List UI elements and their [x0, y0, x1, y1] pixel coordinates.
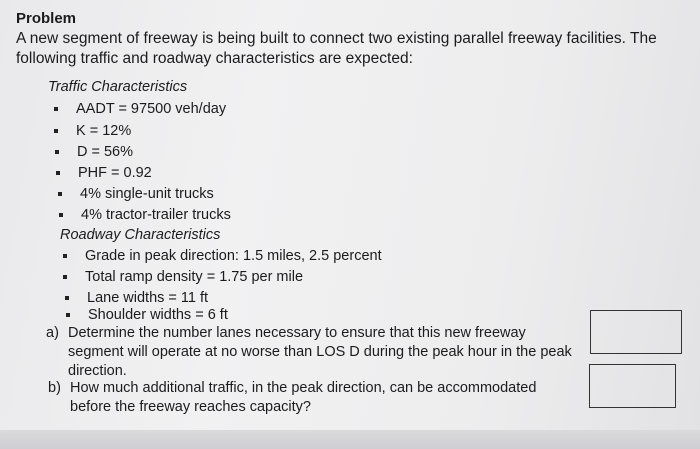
bullet-icon	[59, 213, 63, 217]
question-label: b)	[48, 380, 61, 396]
question-b	[48, 379, 588, 421]
bullet-icon	[66, 313, 70, 317]
traffic-characteristics-header: Traffic Characteristics	[48, 79, 188, 95]
bullet-icon	[56, 171, 60, 175]
question-text: Determine the number lanes necessary to ensure that this new freeway segment will operate at no worse than LOS D during the peak hour in the peak direction.	[68, 325, 572, 379]
worksheet-page: Problem A new segment of freeway is being built to connect two existing parallel freeway facilities. The following traffic and roadway characteristics are expected: Traffic Characteristics AADT = 97500 veh/day K = 12% D = 56% PHF = 0.92 4% single-unit trucks 4% tractor-trailer trucks Roadway Characteristics Grade in peak direction: 1.5 miles, 2.5 percent Total ramp density = 1.75 per mile Lane widths = 11 ft Shoulder widths = 6 ft a) Determine the number lanes necessary to ensure that this new freeway segment will operate at no worse than LOS D during the peak hour in the peak direction. b) How much additional traffic, in the peak direction, can be accommodated before the freeway reaches capacity?	[0, 0, 700, 449]
bullet-icon	[63, 275, 67, 279]
roadway-characteristics-header: Roadway Characteristics	[60, 227, 221, 243]
bullet-icon	[58, 192, 62, 196]
answer-box-b[interactable]	[589, 364, 676, 408]
bullet-icon	[54, 129, 58, 133]
question-text: How much additional traffic, in the peak direction, can be accommodated before the freeway reaches capacity?	[70, 380, 537, 415]
answer-box-a[interactable]	[590, 310, 682, 354]
question-a	[46, 324, 586, 384]
bullet-icon	[55, 150, 59, 154]
bullet-icon	[54, 107, 58, 111]
question-label: a)	[46, 325, 59, 341]
problem-intro: A new segment of freeway is being built to connect two existing parallel freeway facilities. The following traffic and roadway characteristics are expected:	[16, 30, 657, 67]
paper-bottom-edge	[0, 430, 700, 449]
problem-title: Problem	[16, 10, 77, 27]
bullet-icon	[65, 296, 69, 300]
bullet-icon	[63, 254, 67, 258]
